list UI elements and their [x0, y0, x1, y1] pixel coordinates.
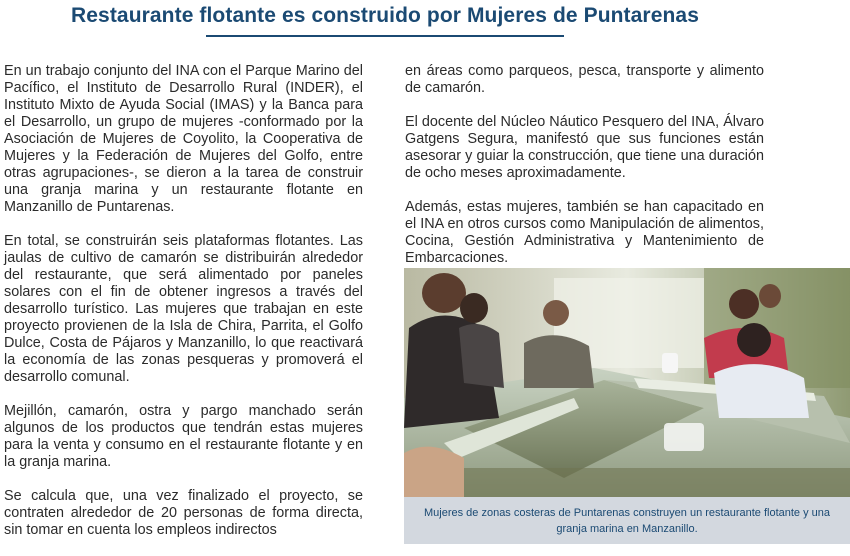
paragraph: En total, se construirán seis plataformas flotantes. Las jaulas de cultivo de camarón se distribuirán alrededor del restaurante, que será alimentado por paneles solares con el fin de obtener ingresos a través del desarrollo turístico. Las mujeres que trabajan en este proyecto provienen de la Isla de Chira, Parrita, el Golfo Dulce, Costa de Pájaros y Manzanillo, lo que reactivará la economía de las zonas pesqueras y promoverá el desarrollo comunal. — [4, 233, 363, 385]
paragraph: en áreas como parqueos, pesca, transporte y alimento de camarón. — [405, 63, 764, 96]
article-column-left — [4, 63, 363, 556]
paragraph: Mejillón, camarón, ostra y pargo manchado serán algunos de los productos que tendrán estas mujeres para la venta y consumo en el restaurante flotante y en la granja marina. — [4, 403, 363, 470]
photo-caption-box — [404, 497, 850, 544]
article-photo — [404, 268, 850, 497]
paragraph: En un trabajo conjunto del INA con el Parque Marino del Pacífico, el Instituto de Desarrollo Rural (INDER), el Instituto Mixto de Ayuda Social (IMAS) y la Banca para el Desarrollo, un grupo de mujeres -conformado por la Asociación de Mujeres de Coyolito, la Cooperativa de Mujeres y la Federación de Mujeres del Golfo, entre otras agrupaciones-, se dieron a la tarea de construir una granja marina y un restaurante flotante en Manzanillo de Puntarenas. — [4, 63, 363, 215]
paragraph: Se calcula que, una vez finalizado el proyecto, se contraten alrededor de 20 personas de forma directa, sin tomar en cuenta los empleos indirectos — [4, 488, 363, 538]
photo-caption: Mujeres de zonas costeras de Puntarenas construyen un restaurante flotante y una granja marina en Manzanillo. — [423, 506, 831, 535]
article-headline: Restaurante flotante es construido por Mujeres de Puntarenas — [71, 4, 699, 27]
paragraph: El docente del Núcleo Náutico Pesquero del INA, Álvaro Gatgens Segura, manifestó que sus funciones están asesorar y guiar la construcción, que tiene una duración de ocho meses aproximadamente. — [405, 114, 764, 181]
photo-illustration — [404, 268, 850, 497]
headline-underline — [206, 35, 564, 37]
paragraph: Además, estas mujeres, también se han capacitado en el INA en otros cursos como Manipulación de alimentos, Cocina, Gestión Administrativa y Mantenimiento de Embarcaciones. — [405, 199, 764, 266]
article-column-right — [405, 63, 764, 284]
